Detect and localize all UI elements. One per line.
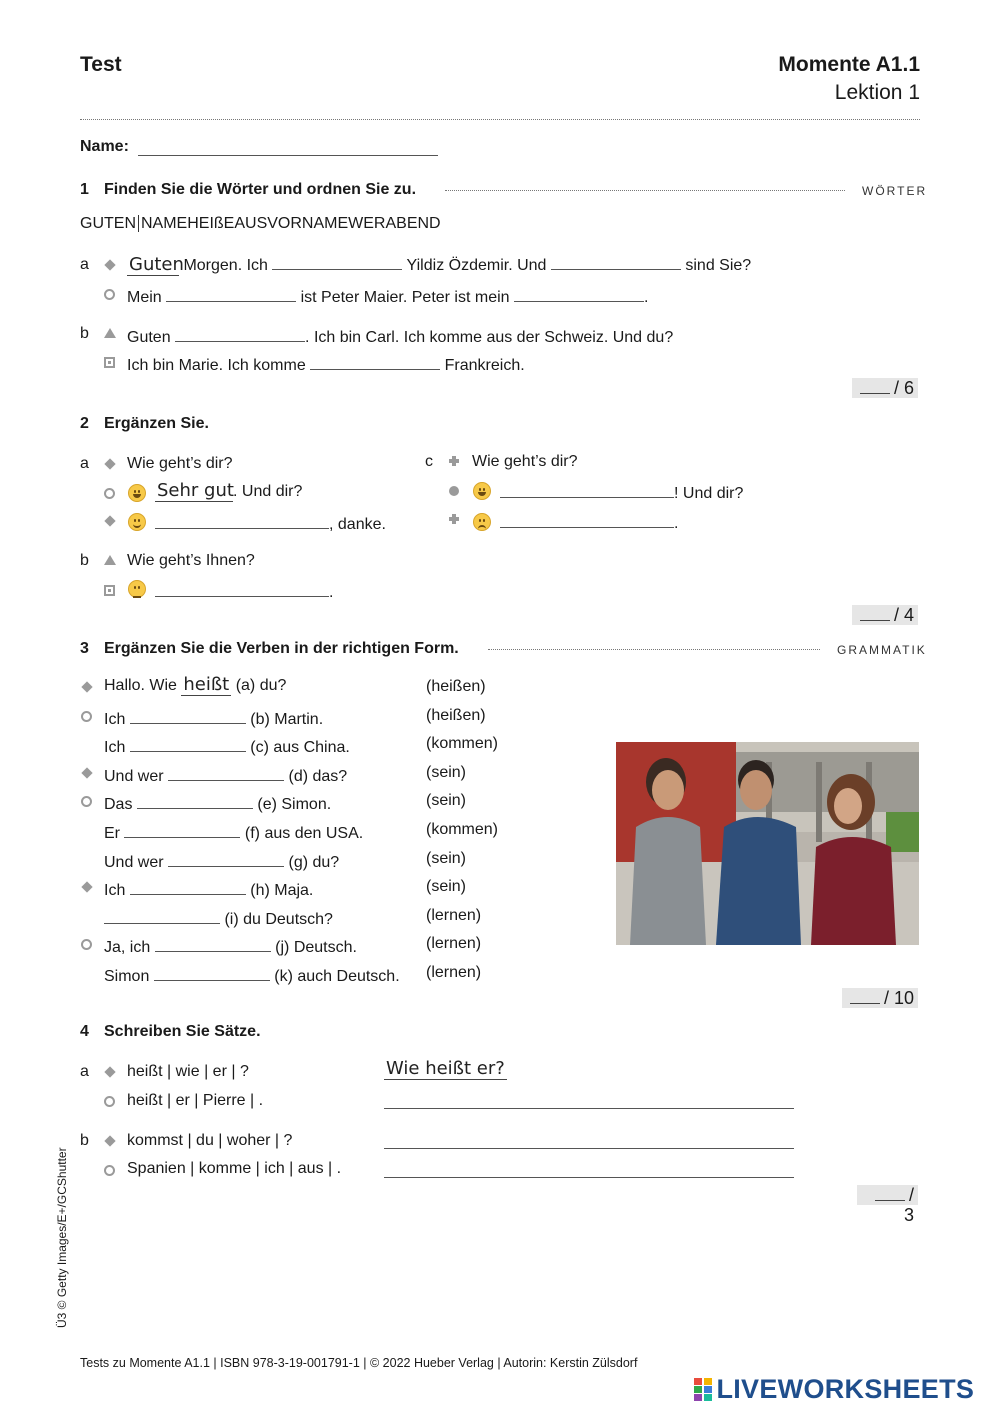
task3-row-suffix: (g) du? [288, 854, 340, 871]
task3-row-prefix: Er [104, 825, 120, 842]
task4-a1-answer: Wie heißt er? [386, 1058, 505, 1079]
task2-b2-line [155, 580, 333, 602]
task4-letter-a: a [80, 1063, 89, 1080]
task3-row [104, 675, 286, 696]
task3-row [104, 935, 357, 957]
task3-row-blank[interactable] [124, 821, 240, 838]
task2-score-total: / 4 [893, 605, 914, 625]
task3-score [842, 988, 918, 1008]
task3-row-suffix: (c) aus China. [250, 739, 350, 756]
task4-a2: heißt | er | Pierre | . [127, 1092, 264, 1109]
task3-row-verb: (sein) [426, 764, 467, 781]
task2-number: 2 [80, 415, 89, 432]
task3-row-blank[interactable] [154, 964, 270, 981]
sad-emoji-icon [473, 513, 491, 531]
task3-row [104, 907, 333, 929]
side-photo-credit: Ü3 © Getty Images/E+/GCShutter [55, 1147, 69, 1328]
task1-a1-text1: Morgen. Ich [183, 257, 268, 274]
word-snake-first: GUTEN [80, 215, 136, 232]
big-smile-emoji-icon [128, 484, 146, 502]
task1-a2-text3: . [644, 289, 649, 306]
task2-a2-line [155, 481, 302, 502]
task3-row-prefix: Und wer [104, 768, 164, 785]
task2-a3-blank[interactable] [155, 512, 329, 529]
task1-a2-line [127, 285, 648, 307]
task3-row-blank[interactable] [168, 764, 284, 781]
task3-row-prefix: Hallo. Wie [104, 677, 177, 694]
task2-b2-text: . [329, 584, 334, 601]
word-snake-separator [138, 215, 139, 232]
task3-row-verb: (kommen) [426, 821, 499, 838]
task3-row-suffix: (i) du Deutsch? [224, 911, 333, 928]
task1-a1-line [127, 253, 751, 276]
task3-row [104, 878, 313, 900]
task3-row-suffix: (a) du? [235, 677, 287, 694]
task3-row-verb: (sein) [426, 850, 467, 867]
circle-icon [81, 939, 92, 950]
task3-row-suffix: (f) aus den USA. [244, 825, 364, 842]
task4-b2: Spanien | komme | ich | aus | . [127, 1160, 342, 1177]
task3-row-suffix: (d) das? [288, 768, 348, 785]
task3-row-verb: (lernen) [426, 935, 482, 952]
circle-icon [81, 796, 92, 807]
task1-a2-text1: Mein [127, 289, 162, 306]
neutral-emoji-icon [128, 580, 146, 598]
task2-c3-blank[interactable] [500, 511, 674, 528]
task1-letter-b: b [80, 325, 89, 342]
task1-a2-blank2[interactable] [514, 285, 644, 302]
task1-title: Finden Sie die Wörter und ordnen Sie zu. [104, 181, 417, 198]
task1-b2-text2: Frankreich. [444, 357, 525, 374]
task1-a2-text2: ist Peter Maier. Peter ist mein [300, 289, 510, 306]
task1-a1-text3: sind Sie? [685, 257, 752, 274]
task1-b2-blank[interactable] [310, 353, 440, 370]
task1-a1-text2: Yildiz Özdemir. Und [406, 257, 547, 274]
header-divider [80, 119, 920, 120]
task3-tag: GRAMMATIK [837, 643, 927, 657]
task2-a1: Wie geht’s dir? [127, 455, 233, 472]
task1-score-total: / 6 [893, 378, 914, 398]
task4-score-total: / 3 [903, 1185, 914, 1225]
task1-number: 1 [80, 181, 89, 198]
diamond-icon [104, 458, 115, 469]
triangle-icon [104, 555, 116, 565]
brand-logo-icon [694, 1378, 712, 1402]
task3-row-verb: (heißen) [426, 707, 486, 724]
task4-b2-answer-line[interactable] [384, 1177, 794, 1178]
circle-icon [104, 1096, 115, 1107]
task1-dotted-leader [445, 190, 845, 191]
circle-icon [81, 711, 92, 722]
task4-b1: kommst | du | woher | ? [127, 1132, 293, 1149]
task1-b1-blank[interactable] [175, 325, 305, 342]
header-test-label: Test [80, 53, 122, 76]
task3-row-verb: (heißen) [426, 678, 486, 695]
task3-row-suffix: (e) Simon. [257, 796, 332, 813]
circle-icon [104, 1165, 115, 1176]
task3-row-blank[interactable] [104, 907, 220, 924]
task2-a3-text: , danke. [329, 516, 386, 533]
task4-b1-answer-line[interactable] [384, 1148, 794, 1149]
task3-title: Ergänzen Sie die Verben in der richtigen Form. [104, 640, 459, 657]
task3-row [104, 764, 347, 786]
task3-row [104, 735, 350, 757]
task3-row-blank[interactable] [130, 707, 246, 724]
task4-number: 4 [80, 1023, 89, 1040]
square-icon [104, 357, 115, 368]
footer-text: Tests zu Momente A1.1 | ISBN 978-3-19-001791-1 | © 2022 Hueber Verlag | Autorin: Kerstin Zülsdorf [80, 1356, 638, 1370]
task3-row-prefix: Ich [104, 711, 126, 728]
task1-b2-text1: Ich bin Marie. Ich komme [127, 357, 306, 374]
task1-a1-blank2[interactable] [551, 253, 681, 270]
task2-c3-line [500, 511, 678, 533]
task3-row-prefix: Und wer [104, 854, 164, 871]
task2-c2-blank[interactable] [500, 481, 674, 498]
task3-row-answer: heißt [183, 674, 230, 695]
task1-letter-a: a [80, 256, 89, 273]
circle-icon [104, 488, 115, 499]
task3-row-suffix: (j) Deutsch. [275, 939, 357, 956]
dot-icon [449, 486, 459, 496]
task2-c2-text: ! Und dir? [674, 485, 744, 502]
diamond-icon [81, 881, 92, 892]
header-lesson: Lektion 1 [834, 81, 920, 104]
task3-row [104, 964, 400, 986]
task1-a1-answer: Guten [129, 254, 184, 275]
task4-a1: heißt | wie | er | ? [127, 1063, 249, 1080]
task3-number: 3 [80, 640, 89, 657]
task1-score [852, 378, 918, 398]
task3-row [104, 792, 331, 814]
task2-b2-blank[interactable] [155, 580, 329, 597]
task3-row-prefix: Simon [104, 968, 150, 985]
task3-row-prefix: Ich [104, 882, 126, 899]
task3-row-suffix: (h) Maja. [250, 882, 314, 899]
task2-a3-line [155, 512, 386, 534]
task3-row-verb: (sein) [426, 878, 467, 895]
word-snake-rest: NAMEHEIßEAUSVORNAMEWERABEND [141, 215, 441, 232]
task1-tag: WÖRTER [862, 184, 928, 198]
task1-b1-text2: . Ich bin Carl. Ich komme aus der Schweiz. Und du? [305, 329, 674, 346]
task3-row [104, 821, 363, 843]
task3-row [104, 850, 339, 872]
task2-a2-text: . Und dir? [233, 483, 303, 500]
task1-a2-blank1[interactable] [166, 285, 296, 302]
task3-row-blank[interactable] [155, 935, 271, 952]
task2-c1: Wie geht’s dir? [472, 453, 578, 470]
score-blank[interactable] [860, 378, 890, 394]
task2-b1: Wie geht’s Ihnen? [127, 552, 255, 569]
task2-c2-line [500, 481, 743, 503]
triangle-icon [104, 328, 116, 338]
brand-logo[interactable] [694, 1374, 974, 1404]
header-book-title: Momente A1.1 [778, 53, 920, 76]
task3-score-total: / 10 [883, 988, 914, 1008]
task3-row-blank[interactable] [137, 792, 253, 809]
task3-row-blank[interactable] [168, 850, 284, 867]
smile-emoji-icon [128, 513, 146, 531]
task3-row-verb: (kommen) [426, 735, 499, 752]
task3-row-prefix: Ja, ich [104, 939, 151, 956]
task3-row-verb: (lernen) [426, 964, 482, 981]
task2-letter-c: c [425, 453, 433, 470]
task3-row-blank[interactable] [130, 878, 246, 895]
task2-title: Ergänzen Sie. [104, 415, 209, 432]
diamond-icon [81, 681, 92, 692]
task4-title: Schreiben Sie Sätze. [104, 1023, 261, 1040]
word-snake [80, 215, 441, 233]
task2-c3-text: . [674, 515, 679, 532]
task3-row [104, 707, 323, 729]
students-photo [616, 742, 919, 945]
diamond-icon [104, 515, 115, 526]
task3-row-suffix: (b) Martin. [250, 711, 324, 728]
task4-a2-answer-line[interactable] [384, 1108, 794, 1109]
diamond-icon [81, 767, 92, 778]
task1-b1-text1: Guten [127, 329, 171, 346]
task1-a1-blank1[interactable] [272, 253, 402, 270]
task4-score [857, 1185, 918, 1225]
name-label: Name: [80, 138, 129, 155]
score-blank[interactable] [860, 605, 890, 621]
task3-row-prefix: Ich [104, 739, 126, 756]
task2-a2-answer: Sehr gut [157, 480, 234, 501]
diamond-icon [104, 259, 115, 270]
cross-icon [449, 514, 459, 524]
score-blank[interactable] [850, 988, 880, 1004]
cross-icon [449, 456, 459, 466]
task2-letter-a: a [80, 455, 89, 472]
big-smile-emoji-icon [473, 482, 491, 500]
diamond-icon [104, 1066, 115, 1077]
task3-row-verb: (lernen) [426, 907, 482, 924]
task3-row-blank[interactable] [130, 735, 246, 752]
students-photo-image [616, 742, 919, 945]
brand-logo-text: LIVEWORKSHEETS [716, 1374, 975, 1404]
task2-score [852, 605, 918, 625]
task3-row-suffix: (k) auch Deutsch. [274, 968, 400, 985]
score-blank[interactable] [875, 1185, 905, 1201]
task3-row-verb: (sein) [426, 792, 467, 809]
task3-dotted-leader [488, 649, 820, 650]
diamond-icon [104, 1135, 115, 1146]
circle-icon [104, 289, 115, 300]
task1-b1-line [127, 325, 673, 347]
square-icon [104, 585, 115, 596]
task2-letter-b: b [80, 552, 89, 569]
task4-letter-b: b [80, 1132, 89, 1149]
task3-row-prefix: Das [104, 796, 133, 813]
name-field[interactable] [138, 155, 438, 156]
task4-a1-answer-wrap [384, 1059, 507, 1080]
task1-b2-line [127, 353, 525, 375]
